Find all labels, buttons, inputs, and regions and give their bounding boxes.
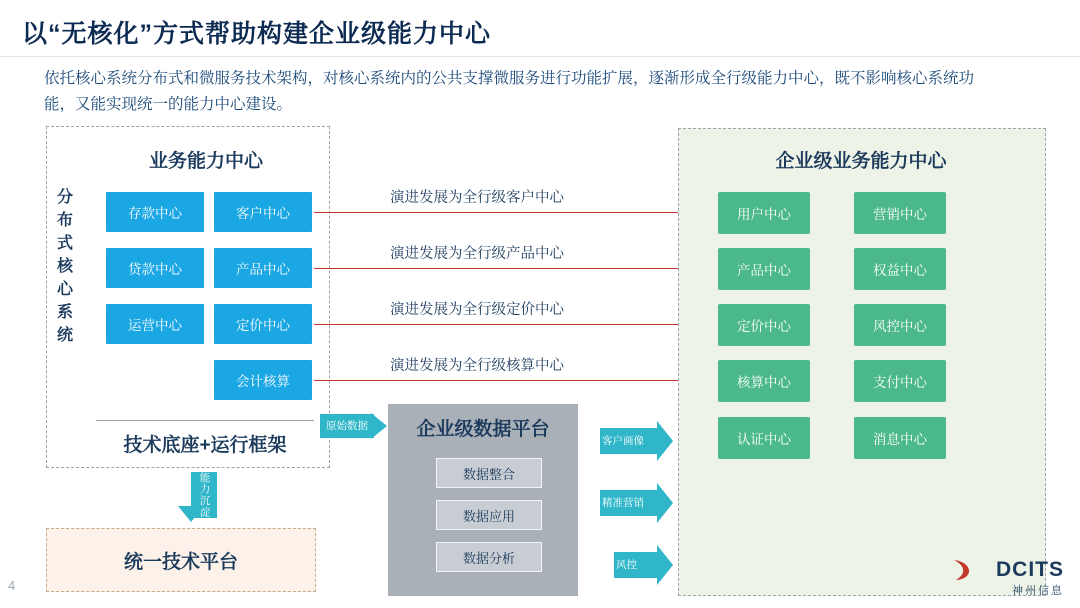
evolution-line-product [314,268,714,269]
tech-base-label: 技术底座+运行框架 [96,420,314,465]
chip-accounting-center[interactable]: 核算中心 [718,360,810,402]
evolution-line-accounting [314,380,714,381]
logo-mark-icon [950,558,972,582]
brand-name-cn: 神州信息 [1012,585,1064,597]
arrow-right-to-data-platform [371,413,387,439]
output-tag-risk-control: 风控 [616,559,637,571]
arrow-head-customer-profile [657,421,673,461]
enterprise-capability-title: 企业级业务能力中心 [775,151,947,172]
raw-data-tag: 原始数据 [320,414,374,438]
chip-message-center[interactable]: 消息中心 [854,417,946,459]
evolution-line-pricing [314,324,714,325]
evolution-label-accounting: 演进发展为全行级核算中心 [390,358,564,374]
chip-marketing-center[interactable]: 营销中心 [854,192,946,234]
evolution-label-pricing: 演进发展为全行级定价中心 [390,302,564,318]
distributed-core-container [46,126,330,468]
chip-loan-center[interactable]: 贷款中心 [106,248,204,288]
chip-riskcontrol-center[interactable]: 风控中心 [854,304,946,346]
chip-product-center[interactable]: 产品中心 [214,248,312,288]
output-tag-customer-profile: 客户画像 [602,435,644,447]
business-capability-center-title: 业务能力中心 [148,151,263,172]
output-arrow-customer-profile [600,428,658,454]
distributed-core-label: 分布式核心系统 [56,189,73,344]
evolution-label-product: 演进发展为全行级产品中心 [390,246,564,262]
evolution-label-customer: 演进发展为全行级客户中心 [390,190,564,206]
chip-user-center[interactable]: 用户中心 [718,192,810,234]
enterprise-data-platform-title: 企业级数据平台 [416,419,550,440]
page-title: 以“无核化”方式帮助构建企业级能力中心 [22,20,492,48]
chip-deposit-center[interactable]: 存款中心 [106,192,204,232]
subtitle-text: 依托核心系统分布式和微服务技术架构，对核心系统内的公共支撑微服务进行功能扩展，逐渐形成全行级能力中心，既不影响核心系统功能，又能实现统一的能力中心建设。 [44,70,975,113]
capability-precipitation-tag: 能力沉淀 [191,472,217,518]
data-item-application[interactable]: 数据应用 [436,500,542,530]
arrow-down-to-unified-platform [178,506,204,522]
chip-rights-center[interactable]: 权益中心 [854,248,946,290]
arrow-head-risk-control [657,545,673,585]
evolution-line-customer [314,212,714,213]
unified-tech-platform[interactable]: 统一技术平台 [46,528,316,592]
chip-pricing-center[interactable]: 定价中心 [214,304,312,344]
chip-accounting[interactable]: 会计核算 [214,360,312,400]
chip-pricing-center-ent[interactable]: 定价中心 [718,304,810,346]
chip-auth-center[interactable]: 认证中心 [718,417,810,459]
title-divider [0,56,1080,57]
data-item-analysis[interactable]: 数据分析 [436,542,542,572]
chip-customer-center[interactable]: 客户中心 [214,192,312,232]
data-item-integration[interactable]: 数据整合 [436,458,542,488]
output-arrow-risk-control [614,552,658,578]
arrow-head-precise-marketing [657,483,673,523]
chip-operation-center[interactable]: 运营中心 [106,304,204,344]
chip-payment-center[interactable]: 支付中心 [854,360,946,402]
output-arrow-precise-marketing [600,490,658,516]
chip-product-center-ent[interactable]: 产品中心 [718,248,810,290]
page-number: 4 [8,578,16,593]
output-tag-precise-marketing: 精准营销 [602,497,644,509]
brand-name: DCITS [996,558,1064,581]
